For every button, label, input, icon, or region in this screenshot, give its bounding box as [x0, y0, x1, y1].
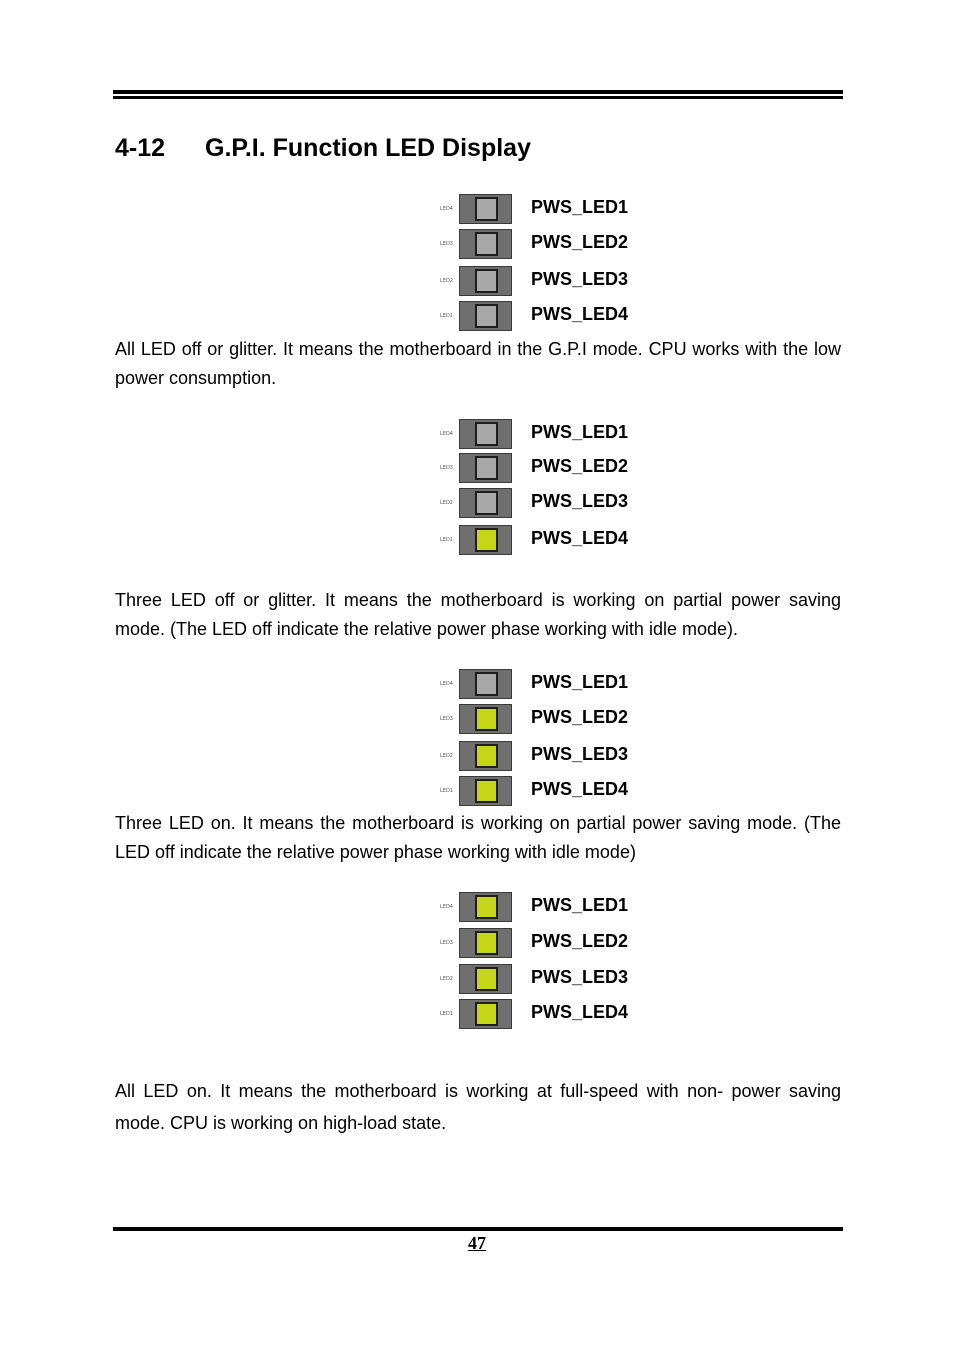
- led-row: [440, 964, 700, 996]
- led-row: [440, 266, 700, 298]
- led-name: PWS_LED1: [531, 895, 629, 915]
- page-number-text: 47: [468, 1233, 486, 1253]
- led-name: PWS_LED3: [531, 269, 629, 289]
- led-light-on: [475, 744, 498, 768]
- led-housing: [459, 266, 512, 296]
- led-housing: [459, 999, 512, 1029]
- led-row: [440, 453, 700, 485]
- led-silkscreen-label: LED2: [440, 278, 453, 284]
- led-light-off: [475, 197, 498, 221]
- led-row: [440, 776, 700, 808]
- led-silkscreen-label: LED2: [440, 753, 453, 759]
- section-title: G.P.I. Function LED Display: [205, 134, 531, 162]
- led-housing: [459, 301, 512, 331]
- led-silkscreen-label: LED2: [440, 500, 453, 506]
- led-silkscreen-label: LED3: [440, 940, 453, 946]
- section-heading: [115, 134, 531, 163]
- description-three-on: Three LED on. It means the motherboard is working on partial power saving mode. (The LED off indicate the relative power phase working with idle mode): [115, 813, 841, 862]
- led-light-off: [475, 422, 498, 446]
- led-housing: [459, 776, 512, 806]
- led-light-off: [475, 269, 498, 293]
- footer-rule: [113, 1227, 843, 1231]
- led-housing: [459, 229, 512, 259]
- led-light-off: [475, 456, 498, 480]
- led-row: [440, 525, 700, 557]
- led-silkscreen-label: LED1: [440, 788, 453, 794]
- led-light-on: [475, 779, 498, 803]
- led-row: [440, 194, 700, 226]
- led-row: [440, 741, 700, 773]
- led-silkscreen-label: LED3: [440, 241, 453, 247]
- led-housing: [459, 669, 512, 699]
- led-housing: [459, 964, 512, 994]
- led-light-on: [475, 931, 498, 955]
- led-light-on: [475, 707, 498, 731]
- led-light-on: [475, 895, 498, 919]
- led-name: PWS_LED4: [531, 779, 629, 799]
- led-name: PWS_LED4: [531, 304, 629, 324]
- led-light-on: [475, 1002, 498, 1026]
- led-light-on: [475, 967, 498, 991]
- led-housing: [459, 892, 512, 922]
- led-silkscreen-label: LED1: [440, 1011, 453, 1017]
- led-light-off: [475, 304, 498, 328]
- led-housing: [459, 704, 512, 734]
- led-row: [440, 419, 700, 451]
- description-all-on: All LED on. It means the motherboard is working at full-speed with non- power saving mode. CPU is working on high-load state.: [115, 1081, 841, 1133]
- led-silkscreen-label: LED1: [440, 537, 453, 543]
- led-name: PWS_LED1: [531, 197, 629, 217]
- led-silkscreen-label: LED3: [440, 716, 453, 722]
- led-name: PWS_LED2: [531, 232, 629, 252]
- led-name: PWS_LED3: [531, 967, 629, 987]
- led-silkscreen-label: LED4: [440, 431, 453, 437]
- header-rule-top: [113, 90, 843, 94]
- page-number: [0, 1233, 954, 1254]
- led-housing: [459, 453, 512, 483]
- section-number: 4-12: [115, 134, 166, 162]
- led-row: [440, 669, 700, 701]
- led-name: PWS_LED2: [531, 931, 629, 951]
- led-housing: [459, 741, 512, 771]
- led-light-off: [475, 232, 498, 256]
- led-row: [440, 999, 700, 1031]
- led-name: PWS_LED3: [531, 491, 629, 511]
- led-row: [440, 892, 700, 924]
- led-name: PWS_LED2: [531, 707, 629, 727]
- led-name: PWS_LED4: [531, 1002, 629, 1022]
- led-light-off: [475, 491, 498, 515]
- led-name: PWS_LED1: [531, 422, 629, 442]
- led-row: [440, 301, 700, 333]
- led-name: PWS_LED4: [531, 528, 629, 548]
- led-silkscreen-label: LED4: [440, 904, 453, 910]
- led-housing: [459, 488, 512, 518]
- led-light-off: [475, 672, 498, 696]
- led-silkscreen-label: LED4: [440, 206, 453, 212]
- header-rule-bottom: [113, 96, 843, 99]
- led-name: PWS_LED1: [531, 672, 629, 692]
- led-silkscreen-label: LED4: [440, 681, 453, 687]
- led-row: [440, 704, 700, 736]
- led-housing: [459, 525, 512, 555]
- led-name: PWS_LED3: [531, 744, 629, 764]
- led-silkscreen-label: LED3: [440, 465, 453, 471]
- description-all-off: All LED off or glitter. It means the motherboard in the G.P.I mode. CPU works with the low power consumption.: [115, 339, 841, 388]
- led-housing: [459, 928, 512, 958]
- led-row: [440, 229, 700, 261]
- led-name: PWS_LED2: [531, 456, 629, 476]
- led-housing: [459, 419, 512, 449]
- led-silkscreen-label: LED1: [440, 313, 453, 319]
- led-row: [440, 928, 700, 960]
- led-silkscreen-label: LED2: [440, 976, 453, 982]
- description-three-off: Three LED off or glitter. It means the motherboard is working on partial power saving mode. (The LED off indicate the relative power phase working with idle mode).: [115, 590, 841, 639]
- led-housing: [459, 194, 512, 224]
- led-light-on: [475, 528, 498, 552]
- led-row: [440, 488, 700, 520]
